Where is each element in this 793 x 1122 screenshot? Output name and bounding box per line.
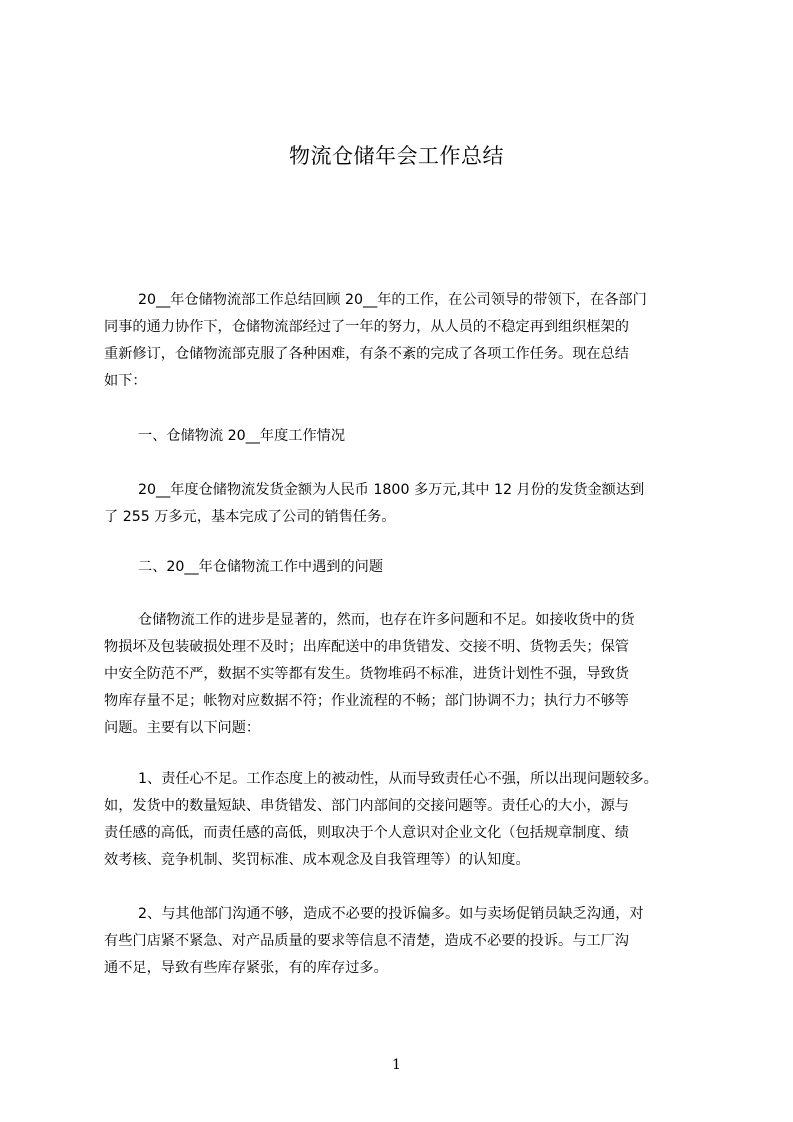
paragraph-line: 重新修订，仓储物流部克服了各种困难，有条不紊的完成了各项工作任务。现在总结 <box>104 346 629 362</box>
paragraph-line: 仓储物流工作的进步是显著的，然而，也存在许多问题和不足。如接收货中的货 <box>138 612 635 628</box>
paragraph-line: 物损坏及包装破损处理不及时；出库配送中的串货错发、交接不明、货物丢失；保管 <box>104 639 629 655</box>
paragraph-line: 2、与其他部门沟通不够，造成不必要的投诉偏多。如与卖场促销员缺乏沟通，对 <box>138 906 644 922</box>
section-heading: 二、20__年仓储物流工作中遇到的问题 <box>138 559 384 575</box>
paragraph-line: 20__年仓储物流部工作总结回顾 20__年的工作，在公司领导的带领下，在各部门 <box>138 292 647 308</box>
paragraph-line: 责任感的高低，而责任感的高低，则取决于个人意识对企业文化（包括规章制度、绩 <box>104 825 629 841</box>
document-title: 物流仓储年会工作总结 <box>289 144 504 168</box>
paragraph-line: 如下： <box>104 373 147 389</box>
paragraph-line: 物库存量不足；帐物对应数据不符；作业流程的不畅；部门协调不力；执行力不够等 <box>104 693 629 709</box>
paragraph-line: 有些门店紧不紧急、对产品质量的要求等信息不清楚，造成不必要的投诉。与工厂沟 <box>104 933 629 949</box>
paragraph-line: 1、责任心不足。工作态度上的被动性，从而导致责任心不强，所以出现问题较多。 <box>138 771 658 787</box>
paragraph-line: 通不足，导致有些库存紧张，有的库存过多。 <box>104 960 388 976</box>
paragraph-line: 问题。主要有以下问题： <box>104 720 261 736</box>
paragraph-line: 20__年度仓储物流发货金额为人民币 1800 多万元,其中 12 月份的发货金额达到 <box>138 482 645 498</box>
paragraph-line: 效考核、竞争机制、奖罚标准、成本观念及自我管理等）的认知度。 <box>104 852 530 868</box>
paragraph-line: 了 255 万多元，基本完成了公司的销售任务。 <box>104 509 396 525</box>
section-heading: 一、仓储物流 20__年度工作情况 <box>138 428 346 444</box>
paragraph-line: 如，发货中的数量短缺、串货错发、部门内部间的交接问题等。责任心的大小，源与 <box>104 798 629 814</box>
page-number: 1 <box>392 1057 401 1073</box>
paragraph-line: 同事的通力协作下，仓储物流部经过了一年的努力，从人员的不稳定再到组织框架的 <box>104 319 629 335</box>
paragraph-line: 中安全防范不严，数据不实等都有发生。货物堆码不标准，进货计划性不强，导致货 <box>104 666 629 682</box>
